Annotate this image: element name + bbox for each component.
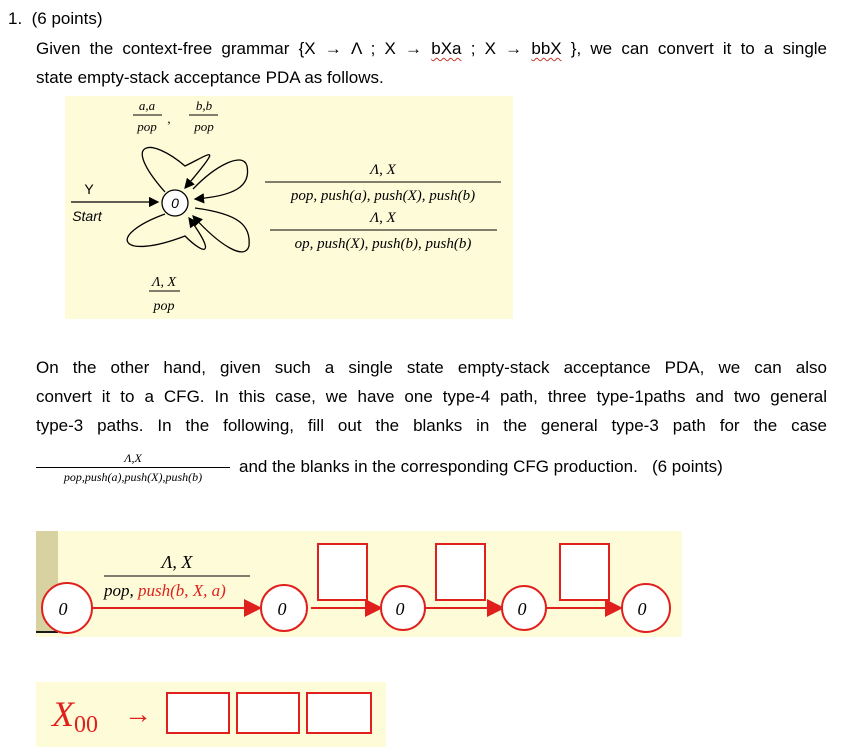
paragraph-line-3: type-3 paths. In the following, fill out the blanks in the general type-3 path for the case bbox=[36, 416, 827, 435]
production-arrow: → bbox=[124, 698, 152, 729]
right-label-2-den: op, push(X), push(b), push(b) bbox=[294, 236, 472, 252]
path-state-3-label: 0 bbox=[395, 599, 405, 619]
paragraph-line-1: On the other hand, given such a single state empty-stack acceptance PDA, we can also bbox=[36, 358, 827, 377]
loop-bottom-num: Λ, X bbox=[151, 275, 177, 290]
start-label: Start bbox=[72, 208, 102, 224]
path-state-4-label: 0 bbox=[517, 599, 527, 619]
production-blank-2[interactable] bbox=[236, 692, 300, 734]
path-state-5-label: 0 bbox=[637, 599, 647, 619]
production-blank-1[interactable] bbox=[166, 692, 230, 734]
path-state-1-label: 0 bbox=[58, 599, 68, 619]
problem-header bbox=[8, 8, 103, 30]
intro-line-2: state empty-stack acceptance PDA as follows. bbox=[36, 68, 384, 87]
case-fraction-den: pop,push(a),push(X),push(b) bbox=[36, 467, 230, 485]
loop-label-bb-num: b,b bbox=[195, 98, 213, 113]
production-bXa: bXa bbox=[431, 39, 462, 58]
loop-label-comma: , bbox=[167, 111, 171, 126]
case-fraction-num: Λ,X bbox=[124, 451, 142, 465]
start-input-label: Y bbox=[84, 181, 94, 197]
loop-label-aa-den: pop bbox=[137, 119, 157, 134]
case-fraction bbox=[36, 451, 230, 485]
paragraph-line-2: convert it to a CFG. In this case, we have one type-4 path, three type-1paths and two general bbox=[36, 387, 827, 406]
path-edge-den: pop, push(b, X, a) bbox=[104, 581, 226, 600]
production-bbX: bbX bbox=[531, 39, 562, 58]
problem-points: (6 points) bbox=[31, 9, 103, 28]
path-state-2-label: 0 bbox=[277, 599, 287, 619]
right-label-1-den: pop, push(a), push(X), push(b) bbox=[290, 188, 476, 204]
loop-label-aa-num: a,a bbox=[138, 98, 156, 113]
paragraph-line-4: and the blanks in the corresponding CFG production. (6 points) bbox=[239, 457, 723, 476]
paragraph-points: (6 points) bbox=[651, 457, 723, 476]
grammar-line: Given the context-free grammar {X → Λ ; X → bXa ; X → bbX }, we can convert it to a single bbox=[36, 39, 828, 58]
path-blank-box-2[interactable] bbox=[436, 544, 485, 600]
loop-top bbox=[142, 148, 209, 192]
path-diagram-svg bbox=[36, 531, 682, 637]
right-label-2-num: Λ, X bbox=[370, 210, 396, 226]
pda-diagram bbox=[65, 96, 513, 319]
production-lhs: $X_{00}$ bbox=[52, 694, 98, 738]
pda-state-label: 0 bbox=[171, 195, 179, 211]
cfg-production bbox=[36, 682, 386, 747]
loop-right-lower bbox=[193, 208, 249, 252]
pda-diagram-svg bbox=[65, 96, 513, 319]
loop-bottom bbox=[127, 214, 205, 249]
path-blank-box-3[interactable] bbox=[560, 544, 609, 600]
path-diagram bbox=[36, 531, 682, 637]
loop-label-bb-den: pop bbox=[194, 119, 214, 134]
right-label-1-num: Λ, X bbox=[370, 162, 396, 178]
production-lhs-subscript: 00 bbox=[74, 712, 98, 738]
production-blank-3[interactable] bbox=[306, 692, 372, 734]
path-blank-box-1[interactable] bbox=[318, 544, 367, 600]
path-edge-num: Λ, X bbox=[161, 552, 193, 572]
loop-right-upper bbox=[193, 160, 248, 199]
loop-bottom-den: pop bbox=[153, 299, 175, 314]
problem-number: 1. bbox=[8, 9, 23, 28]
